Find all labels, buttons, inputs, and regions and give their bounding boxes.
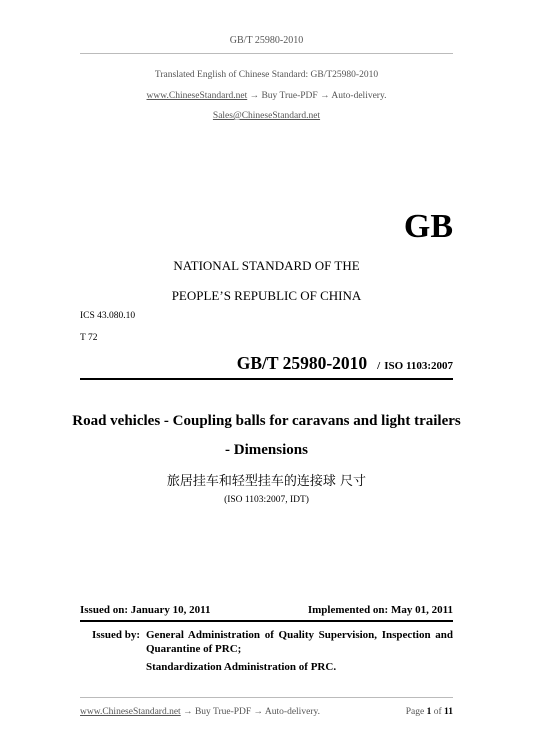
site-link[interactable]: www.ChineseStandard.net (146, 91, 248, 101)
gb-mark: GB (403, 208, 453, 245)
purchase-text: → Buy True-PDF → Auto-delivery. (249, 91, 387, 101)
issued-by (92, 628, 453, 674)
email-link[interactable]: Sales@ChineseStandard.net (212, 111, 321, 121)
issued-by-org-2: Standardization Administration of PRC. (146, 661, 337, 673)
iso-number: ISO 1103:2007 (384, 360, 453, 372)
dates-divider (80, 620, 453, 622)
page-footer (80, 707, 453, 717)
classification-code: T 72 (80, 333, 98, 343)
title-en-line-2: - Dimensions (225, 442, 308, 458)
translation-note: Translated English of Chinese Standard: GB/T25980-2010 (154, 70, 379, 80)
equivalence: (ISO 1103:2007, IDT) (224, 495, 309, 505)
implemented-on: Implemented on: May 01, 2011 (307, 604, 453, 616)
issued-on: Issued on: January 10, 2011 (80, 604, 211, 616)
page-number: Page 1 of 11 (405, 707, 453, 717)
header-divider (80, 53, 453, 54)
issued-by-org-1: General Administration of Quality Supervision, Inspection and Quarantine of PRC; (146, 629, 453, 655)
standard-number (237, 353, 453, 374)
gbt-number: GB/T 25980-2010 (236, 353, 368, 373)
footer-divider (80, 697, 453, 698)
page-total: 11 (444, 707, 453, 717)
dates-row (80, 604, 453, 616)
title-divider (80, 378, 453, 380)
issued-by-label: Issued by: (92, 629, 140, 641)
authority-line-2: PEOPLE’S REPUBLIC OF CHINA (171, 288, 362, 303)
purchase-line (0, 91, 533, 101)
title-en-line-1: Road vehicles - Coupling balls for caravans and light trailers (72, 413, 461, 429)
number-separator: / (377, 360, 381, 372)
running-header: GB/T 25980-2010 (229, 35, 304, 46)
email-line (0, 111, 533, 121)
footer-purchase-text: → Buy True-PDF → Auto-delivery. (183, 707, 320, 717)
footer-site-link[interactable]: www.ChineseStandard.net (80, 707, 181, 717)
authority-line-1: NATIONAL STANDARD OF THE (173, 258, 360, 273)
ics-code: ICS 43.080.10 (80, 311, 136, 321)
page-current: 1 (426, 707, 432, 717)
title-cn: 旅居挂车和轻型挂车的连接球 尺寸 (166, 474, 367, 489)
